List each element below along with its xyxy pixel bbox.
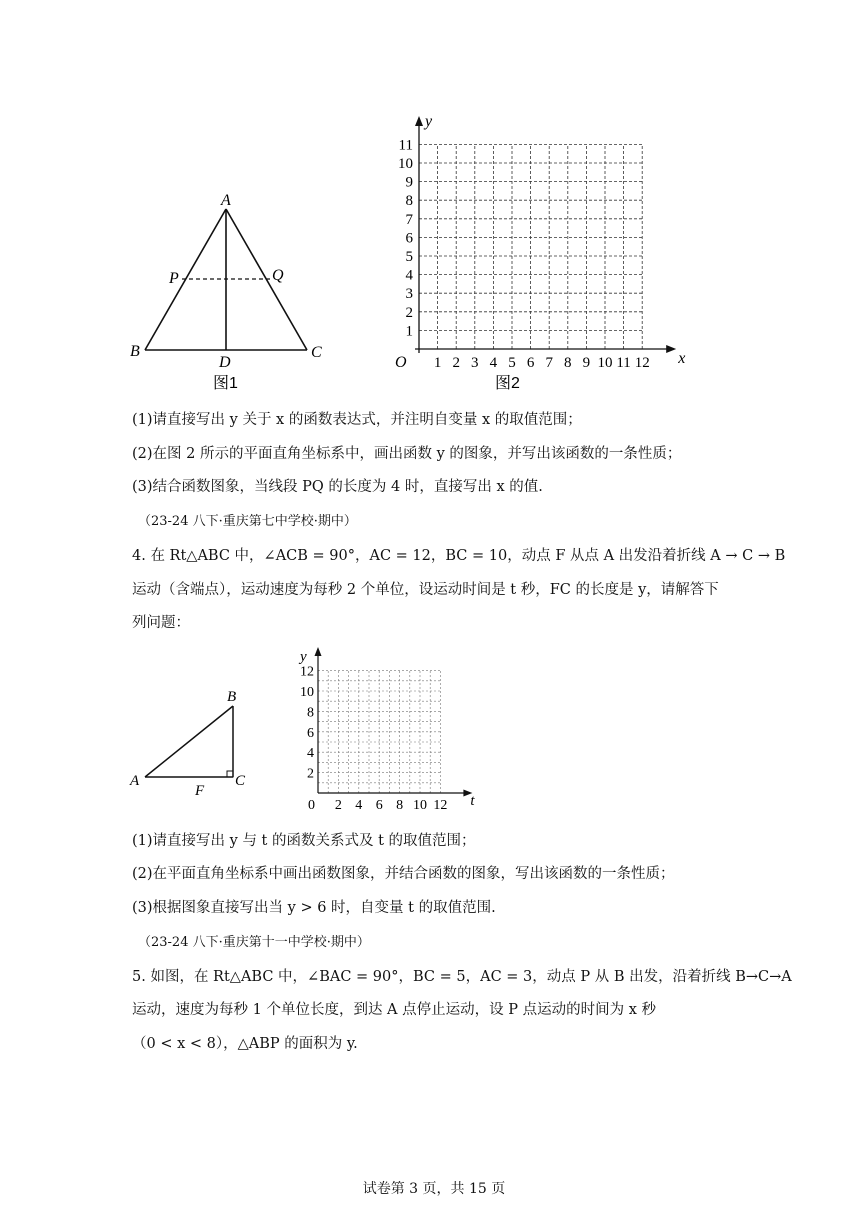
q5-line3: （0 < x < 8），△ABP 的面积为 y.: [132, 1036, 358, 1052]
y-axis-arrow: [315, 647, 322, 656]
q5-line2: 运动，速度为每秒 1 个单位长度，到达 A 点停止运动，设 P 点运动的时间为 x 秒: [132, 1002, 657, 1018]
y-tick-label: 10: [398, 156, 413, 172]
label-B: B: [227, 689, 237, 705]
label-Q: Q: [272, 267, 284, 284]
source-q5: （23-24 八下·重庆第十一中学校·期中）: [138, 935, 370, 950]
x-tick-label: 2: [334, 798, 342, 813]
figure2-caption: 图2: [495, 375, 520, 392]
q4-line2: 运动（含端点），运动速度为每秒 2 个单位，设运动时间是 t 秒，FC 的长度是 y，请解答下: [132, 582, 719, 598]
x-tick-label: 6: [526, 355, 535, 371]
q4-part3: (3)根据图象直接写出当 y > 6 时，自变量 t 的取值范围.: [132, 900, 496, 916]
q3-part2: (2)在图 2 所示的平面直角坐标系中，画出函数 y 的图象，并写出该函数的一条性质；: [132, 446, 682, 462]
label-D: D: [219, 354, 231, 371]
q4-part1: (1)请直接写出 y 与 t 的函数关系式及 t 的取值范围；: [132, 833, 476, 849]
x-axis-arrow: [666, 345, 676, 353]
x-tick-label: 12: [433, 798, 448, 813]
q4-line3: 列问题：: [132, 615, 190, 631]
x-tick-label: 2: [452, 355, 460, 371]
y-tick-label: 3: [405, 286, 413, 303]
figure1-triangle: [125, 185, 340, 395]
y-tick-label: 10: [300, 685, 314, 700]
y-tick-label: 4: [405, 267, 413, 284]
y-tick-label: 7: [405, 211, 413, 228]
label-A: A: [130, 773, 140, 789]
x-tick-label: 8: [564, 355, 572, 371]
y-tick-label: 6: [307, 725, 314, 741]
x-tick-label: 1: [433, 355, 442, 371]
y-tick-label: 8: [307, 705, 314, 721]
label-B: B: [130, 343, 140, 360]
figure1-caption: 图1: [213, 375, 238, 392]
y-tick-label: 12: [300, 664, 314, 680]
label-C: C: [311, 344, 322, 361]
y-tick-label: 9: [405, 174, 413, 191]
x-tick-label: 10: [413, 798, 427, 813]
x-tick-label: 8: [396, 798, 404, 813]
q4-line1: 4. 在 Rt△ABC 中，∠ACB = 90°，AC = 12，BC = 10，动点 F 从点 A 出发沿着折线 A → C → B: [132, 548, 786, 564]
source-q4: （23-24 八下·重庆第七中学校·期中）: [138, 514, 357, 529]
origin-label: O: [395, 354, 407, 371]
y-tick-label: 2: [405, 304, 413, 321]
label-A: A: [221, 192, 231, 209]
label-F: F: [195, 783, 205, 799]
x-tick-label: 11: [616, 355, 631, 371]
x-tick-label: 10: [597, 355, 613, 371]
q3-part1: (1)请直接写出 y 关于 x 的函数表达式，并注明自变量 x 的取值范围；: [132, 412, 582, 428]
x-tick-label: 4: [355, 798, 363, 813]
y-axis-label: y: [300, 649, 307, 665]
y-tick-label: 4: [307, 746, 314, 762]
y-tick-label: 11: [398, 137, 413, 154]
x-tick-label: 7: [545, 355, 553, 371]
y-tick-label: 5: [405, 249, 413, 265]
x-tick-label: 5: [508, 355, 516, 371]
x-tick-label: 6: [375, 798, 383, 813]
page-footer: 试卷第 3 页，共 15 页: [362, 1181, 506, 1197]
x-tick-label: 4: [489, 355, 498, 371]
q3-part3: (3)结合函数图象，当线段 PQ 的长度为 4 时，直接写出 x 的值.: [132, 479, 543, 495]
y-tick-label: 1: [405, 323, 413, 340]
y-axis-label: y: [425, 113, 433, 130]
q4-part2: (2)在平面直角坐标系中画出函数图象，并结合函数的图象，写出该函数的一条性质；: [132, 866, 675, 882]
x-tick-label: 9: [582, 355, 591, 371]
y-tick-label: 6: [405, 230, 413, 247]
y-axis-arrow: [415, 116, 423, 126]
figure2-coordinate-grid: [385, 112, 686, 397]
x-tick-label: 12: [634, 355, 650, 371]
x-tick-label: 3: [471, 355, 479, 371]
q4-coordinate-grid: [280, 645, 480, 820]
q5-line1: 5. 如图，在 Rt△ABC 中，∠BAC = 90°，BC = 5，AC = 3，动点 P 从 B 出发，沿着折线 B→C→A: [132, 969, 792, 985]
q4-right-triangle: [125, 688, 255, 800]
label-P: P: [169, 270, 179, 287]
origin-label: 0: [308, 798, 315, 813]
y-tick-label: 2: [307, 766, 314, 782]
label-C: C: [235, 773, 246, 789]
x-axis-label: t: [470, 793, 475, 809]
y-tick-label: 8: [405, 193, 413, 210]
x-axis-label: x: [678, 350, 686, 367]
